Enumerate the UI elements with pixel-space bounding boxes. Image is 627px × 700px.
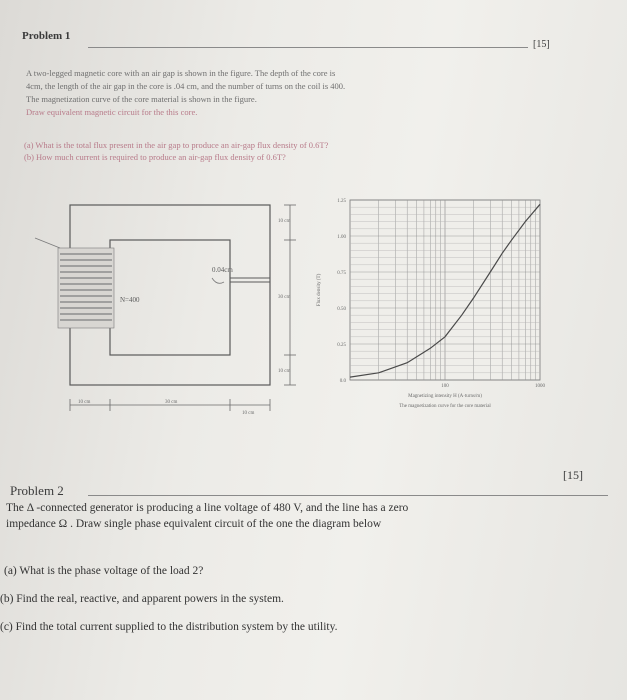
problem2-rule (88, 495, 608, 496)
problem2-question-a: (a) What is the phase voltage of the load 2? (4, 565, 204, 577)
chart-ytick-label: 0.0 (339, 379, 346, 384)
coil (58, 248, 114, 328)
dim-center-label: 30 cm (165, 400, 178, 405)
problem1-question-a: (a) What is the total flux present in the air gap to produce an air-gap flux density of 0.6T? (24, 140, 329, 150)
gap-pointer (212, 278, 224, 283)
problem1-line-4: Draw equivalent magnetic circuit for the this core. (26, 107, 198, 117)
problem2-question-b: (b) Find the real, reactive, and apparent powers in the system. (0, 593, 284, 605)
magnetization-chart (300, 190, 560, 430)
problem1-line-2: 4cm, the length of the air gap in the core is .04 cm, and the number of turns on the coil is 400. (26, 81, 346, 91)
chart-ytick-label: 0.25 (337, 343, 346, 348)
chart-ytick-label: 0.50 (337, 307, 346, 312)
chart-xlabel: Magnetizing intensity H (A·turns/m) (408, 394, 482, 399)
problem1-marks: [15] (533, 39, 550, 50)
turns-label: N=400 (120, 296, 140, 304)
problem2-line-2: impedance Ω . Draw single phase equivalent circuit of the one the diagram below (6, 518, 382, 530)
dim-mid-label: 30 cm (278, 295, 291, 300)
chart-ytick-label: 1.00 (337, 235, 346, 240)
dim-right-label: 10 cm (242, 411, 255, 416)
coil-lead (35, 238, 60, 248)
problem1-line-3: The magnetization curve of the core material is shown in the figure. (26, 94, 257, 104)
chart-ylabel: Flux density (T) (317, 273, 322, 307)
core-figure (20, 190, 320, 420)
chart-ytick-label: 0.75 (337, 271, 346, 276)
dim-bottom-label: 10 cm (278, 369, 291, 374)
problem2-line-1: The Δ -connected generator is producing a line voltage of 480 V, and the line has a zero (6, 502, 409, 514)
problem2-question-c: (c) Find the total current supplied to the distribution system by the utility. (0, 621, 338, 633)
problem1-question-b: (b) How much current is required to produce an air-gap flux density of 0.6T? (24, 152, 286, 162)
chart-grid (350, 200, 540, 380)
chart-caption: The magnetization curve for the core material (399, 404, 491, 409)
problem2-title: Problem 2 (10, 483, 64, 498)
problem1-title: Problem 1 (22, 30, 71, 42)
gap-label: 0.04cm (212, 266, 233, 274)
chart-xtick-label: 1000 (535, 384, 545, 389)
chart-xtick-label: 100 (441, 384, 449, 389)
dim-top-label: 10 cm (278, 219, 291, 224)
problem2-marks: [15] (563, 468, 583, 482)
problem1-rule (88, 47, 528, 48)
dim-left-label: 10 cm (78, 400, 91, 405)
problem1-line-1: A two-legged magnetic core with an air gap is shown in the figure. The depth of the core is (26, 68, 336, 78)
chart-ytick-label: 1.25 (337, 199, 346, 204)
